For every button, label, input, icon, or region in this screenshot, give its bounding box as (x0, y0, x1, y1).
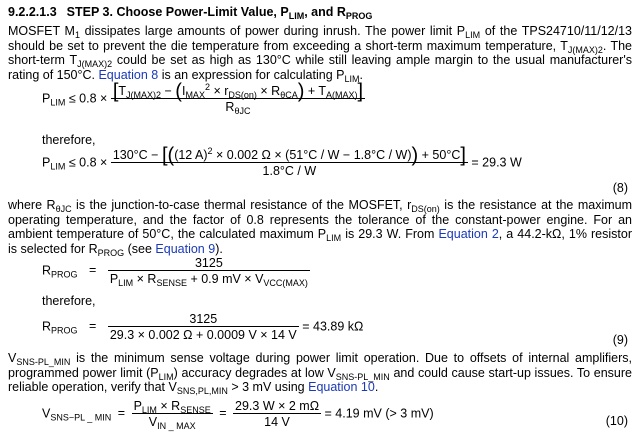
equation-9-number: (9) (612, 333, 628, 347)
section-number: 9.2.2.1.3 (8, 5, 57, 19)
therefore-label-2: therefore, (42, 294, 96, 308)
equation-9-link[interactable]: Equation 9 (155, 241, 216, 256)
therefore-label-1: therefore, (42, 133, 96, 147)
where-paragraph: where $R_{\theta JC}$ is the junction-to-case thermal resistance of the MOSFET, $r_{DS(on)}$ is the resistance at the maximum operating temperature, and the factor of 0.8 represents the tolerance of the constant-power engine. For an ambient temperature of 50°C, the calculated maximum $P_{LIM}$ is 29.3 W. From Equation 2, a 44.2-kΩ, 1% resistor is selected for $R_{PROG}$ (see Equation 9). (8, 198, 633, 258)
equation-2-link[interactable]: Equation 2 (438, 227, 499, 242)
equation-8-link[interactable]: Equation 8 (98, 67, 159, 82)
equation-8-number: (8) (612, 181, 628, 195)
section-title: STEP 3. Choose Power-Limit Value, $P_{LIM}$, and $R_{PROG}$ (66, 5, 373, 21)
equation-10: $V_{SNS-PL \_ MIN}$ = $\frac{P_{LIM} \times R_{SENSE}}{V_{IN \_ MAX}}$ = $\frac{29.3 W \times 2 m\Omega}{14 V}$ = 4.19 mV (> 3 mV) (42, 399, 434, 431)
equation-8-general: $P_{LIM} \le 0.8$ × $\frac{[T_{J(MAX)2} - (I_{MAX}^2 \times r_{DS(on)} \times R_{\theta CA}) + T_{A(MAX)}]}{R_{\theta JC}}$ (42, 80, 364, 116)
equation-10-link[interactable]: Equation 10 (308, 380, 375, 395)
section-heading (8, 5, 640, 19)
equation-9-general: $R_{PROG}$ = $\frac{3125}{P_{LIM} \times R_{SENSE} + 0.9 mV \times V_{VCC(MAX)}}$ (42, 256, 308, 288)
intro-paragraph: MOSFET $M_1$ dissipates large amounts of power during inrush. The power limit $P_{LIM}$ of the TPS24710/11/12/13 should be set to prevent the die temperature from exceeding a short-term maximum temperature, $T_{J(MAX)2}$. The short-term $T_{J(MAX)2}$ could be set as high as 130°C while still leaving ample margin to the usual manufacturer's rating of 150°C. Equation 8 is an expression for calculating $P_{LIM}$. (8, 24, 632, 84)
equation-9-numeric: $R_{PROG}$ = $\frac{3125}{29.3 \times 0.002 \Omega + 0.0009 V \times 14 V}$ = 43.89 kΩ (42, 312, 364, 342)
equation-8-numeric: $P_{LIM} \le 0.8$ × 130°C − [((12 A)$^2$ × 0.002 Ω × (51°C / W − 1.8°C / W)) + 50°C] 1.8°C / W = 29.3 W (42, 144, 522, 178)
equation-10-number: (10) (605, 414, 628, 428)
sense-voltage-paragraph: $V_{SNS-PL\_MIN}$ is the minimum sense voltage during power limit operation. Due to offsets of internal amplifiers, programmed power limit $(P_{LIM})$ accuracy degrades at low $V_{SNS-PL\_MIN}$ and could cause start-up issues. To ensure reliable operation, verify that $V_{SNS,PL,MIN} > 3$ mV using Equation 10. (8, 351, 632, 397)
